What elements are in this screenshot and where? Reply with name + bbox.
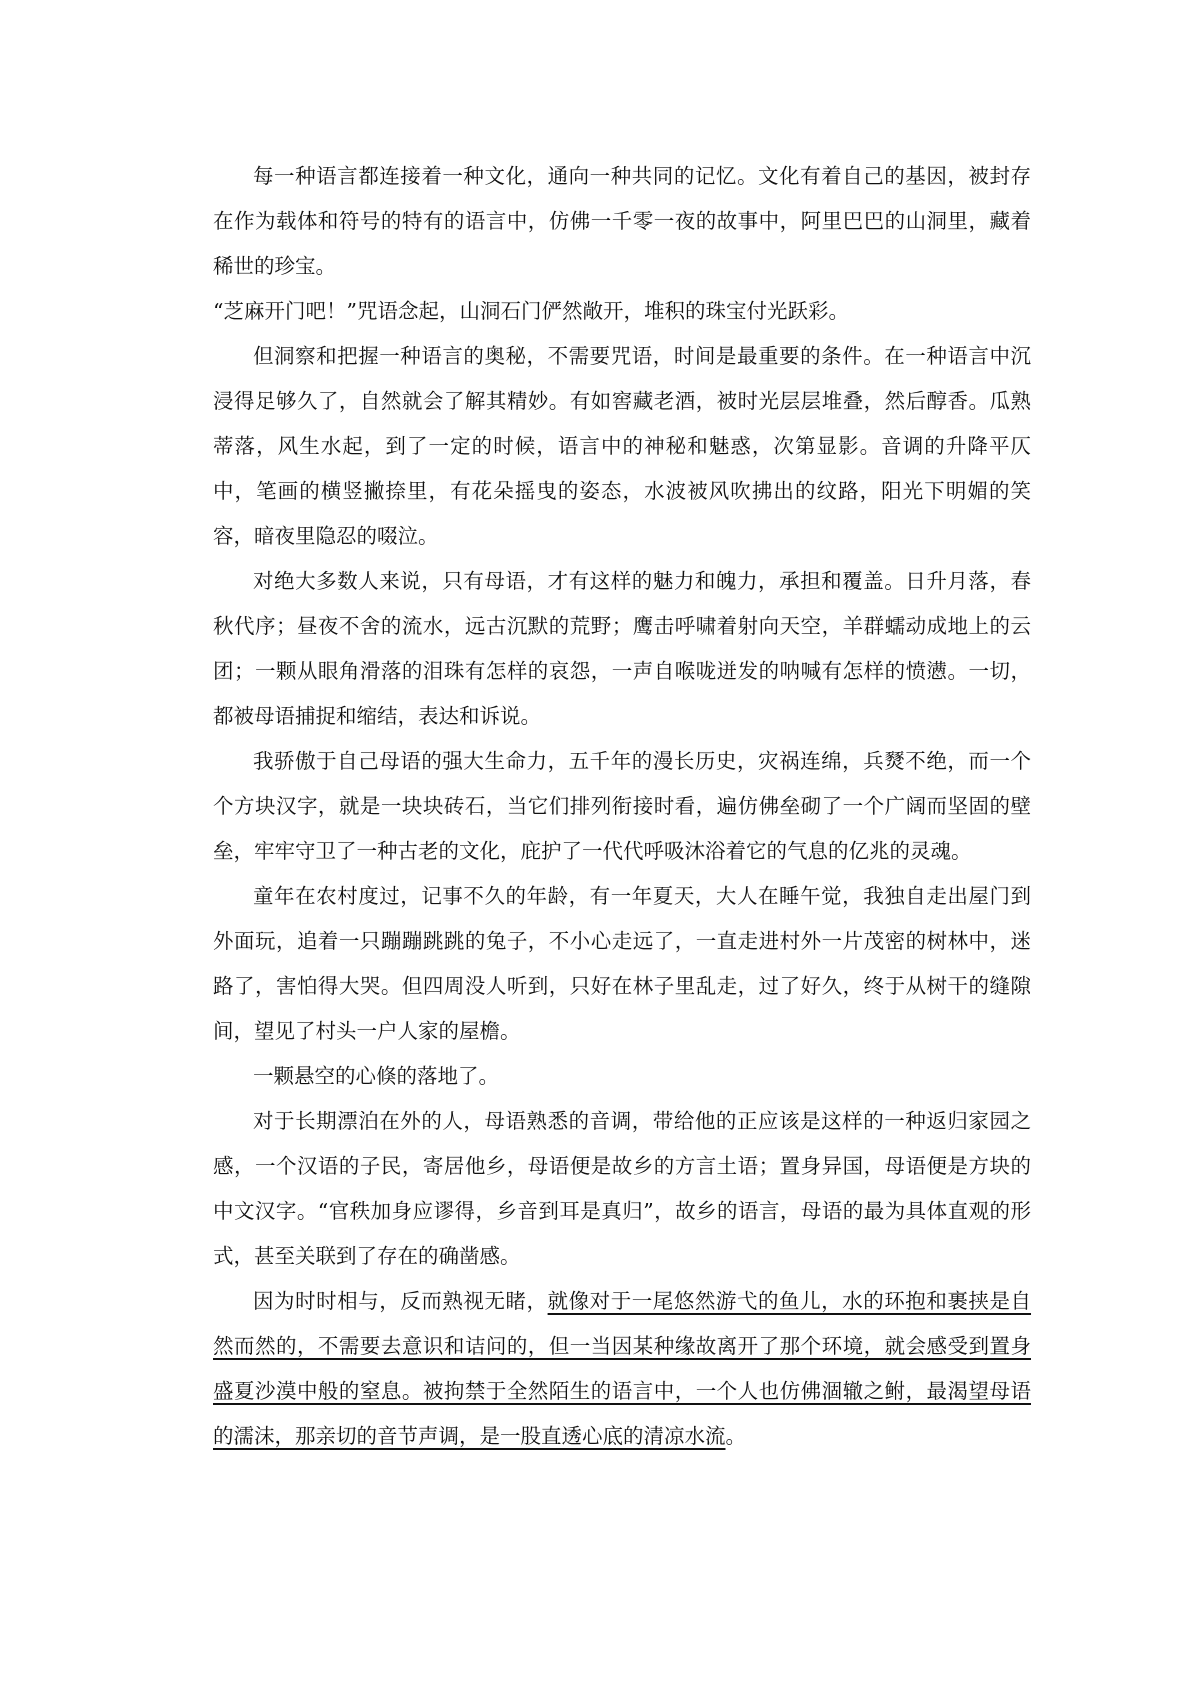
paragraph-2: “芝麻开门吧！”咒语念起，山洞石门俨然敞开，堆积的珠宝付光跃彩。 <box>213 299 849 323</box>
paragraph-4: 对绝大多数人来说，只有母语，才有这样的魅力和魄力，承担和覆盖。日升月落，春秋代序；昼夜不舍的流水，远古沉默的荒野；鹰击呼啸着射向天空，羊群蠕动成地上的云团；一颗从眼角滑落的泪珠有怎样的哀怨，一声自喉咙迸发的呐喊有怎样的愤懑。一切，都被母语捕捉和缩结，表达和诉说。 <box>213 569 1031 728</box>
paragraph-7: 一颗悬空的心倏的落地了。 <box>253 1064 499 1088</box>
paragraph-8: 对于长期漂泊在外的人，母语熟悉的音调，带给他的正应该是这样的一种返归家园之感，一个汉语的子民，寄居他乡，母语便是故乡的方言土语；置身异国，母语便是方块的中文汉字。“官秩加身应谬得，乡音到耳是真归”，故乡的语言，母语的最为具体直观的形式，甚至关联到了存在的确凿感。 <box>213 1109 1031 1268</box>
paragraph-3: 但洞察和把握一种语言的奥秘，不需要咒语，时间是最重要的条件。在一种语言中沉浸得足够久了，自然就会了解其精妙。有如窖藏老酒，被时光层层堆叠，然后醇香。瓜熟蒂落，风生水起，到了一定的时候，语言中的神秘和魅惑，次第显影。音调的升降平仄中，笔画的横竖撇捺里，有花朵摇曳的姿态，水波被风吹拂出的纹路，阳光下明媚的笑容，暗夜里隐忍的啜泣。 <box>213 344 1031 548</box>
paragraph-6: 童年在农村度过，记事不久的年龄，有一年夏天，大人在睡午觉，我独自走出屋门到外面玩，追着一只蹦蹦跳跳的兔子，不小心走远了，一直走进村外一片茂密的树林中，迷路了，害怕得大哭。但四周没人听到，只好在林子里乱走，过了好久，终于从树干的缝隙间，望见了村头一户人家的屋檐。 <box>213 884 1031 1043</box>
paragraph-5: 我骄傲于自己母语的强大生命力，五千年的漫长历史，灾祸连绵，兵燹不绝，而一个个方块汉字，就是一块块砖石，当它们排列衔接时看，遍仿佛垒砌了一个广阔而坚固的壁垒，牢牢守卫了一种古老的文化，庇护了一代代呼吸沐浴着它的气息的亿兆的灵魂。 <box>213 749 1031 863</box>
paragraph-9 <box>213 1279 1031 1459</box>
underlined-passage: 就像对于一尾悠然游弋的鱼儿，水的环抱和裹挟是自然而然的，不需要去意识和诘问的，但一当因某种缘故离开了那个环境，就会感受到置身盛夏沙漠中般的窒息。被拘禁于全然陌生的语言中，一个人也仿佛涸辙之鲋，最渴望母语的濡沫，那亲切的音节声调，是一股直透心底的清凉水流 <box>213 1289 1032 1448</box>
paragraph-9-plain: 因为时时相与，反而熟视无睹， <box>253 1289 548 1313</box>
paragraph-1: 每一种语言都连接着一种文化，通向一种共同的记忆。文化有着自己的基因，被封存在作为载体和符号的特有的语言中，仿佛一千零一夜的故事中，阿里巴巴的山洞里，藏着稀世的珍宝。 <box>213 164 1031 278</box>
article-body <box>213 154 1031 1459</box>
paragraph-9-tail: 。 <box>725 1424 746 1448</box>
